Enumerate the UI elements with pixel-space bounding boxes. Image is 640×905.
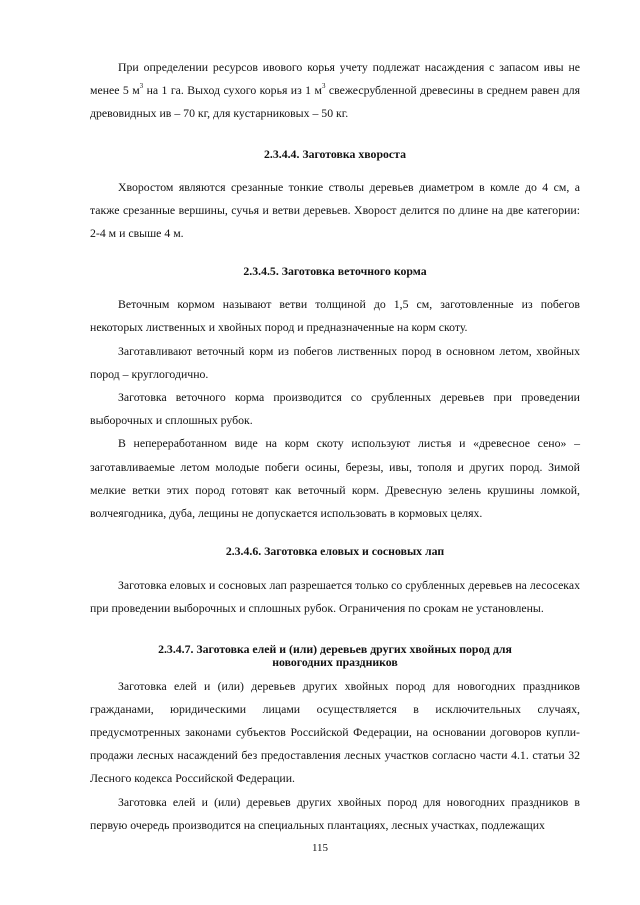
paragraph-twig-fodder-2: Заготавливают веточный корм из побегов лиственных пород в основном летом, хвойных пород – круглогодично. — [90, 343, 580, 381]
paragraph-willow-bark — [90, 56, 580, 126]
text-fragment: свежесрубленной древесины в среднем равен для древовидных ив – 70 кг, для кустарниковых – 50 кг. — [90, 83, 581, 121]
section-heading-brushwood: 2.3.4.4. Заготовка хвороста — [264, 146, 406, 161]
heading-line-1: 2.3.4.7. Заготовка елей и (или) деревьев других хвойных пород для — [158, 641, 512, 656]
paragraph-twig-fodder-3: Заготовка веточного корма производится со срубленных деревьев при проведении выборочных и сплошных рубок. — [90, 390, 580, 428]
superscript: 3 — [321, 82, 326, 91]
section-heading-twig-fodder: 2.3.4.5. Заготовка веточного корма — [243, 264, 427, 279]
paragraph-new-year-trees-2: Заготовка елей и (или) деревьев других хвойных пород для новогодних праздников в первую очередь производится на специальных плантациях, лесных участках, подлежащих — [90, 794, 580, 832]
section-heading-spruce-pine-branches: 2.3.4.6. Заготовка еловых и сосновых лап — [225, 544, 445, 559]
page-number: 115 — [311, 842, 329, 854]
heading-line-2: новогодних праздников — [272, 654, 398, 669]
text-fragment: на 1 га. Выход сухого корья из 1 м — [143, 83, 322, 98]
paragraph-new-year-trees-1: Заготовка елей и (или) деревьев других хвойных пород для новогодних праздников гражданами, юридическими лицами осуществляется в исключительных случаях, предусмотренных законами субъектов Российской Федерации, на основании договоров купли-продажи лесных насаждений без предоставления лесных участков согласно части 4.1. статьи 32 Лесного кодекса Российской Федерации. — [90, 678, 580, 786]
document-page — [90, 56, 580, 837]
paragraph-twig-fodder-1: Веточным кормом называют ветви толщиной до 1,5 см, заготовленные из побегов некоторых лиственных и хвойных пород и предназначенные на корм скоту. — [90, 297, 580, 335]
text-fragment: При определении ресурсов ивового корья учету подлежат насаждения с запасом ивы не менее 5 м — [90, 60, 580, 98]
paragraph-spruce-pine-branches: Заготовка еловых и сосновых лап разрешается только со срубленных деревьев на лесосеках при проведении выборочных и сплошных рубок. Ограничения по срокам не установлены. — [90, 578, 580, 616]
superscript: 3 — [139, 82, 144, 91]
paragraph-twig-fodder-4: В непереработанном виде на корм скоту используют листья и «древесное сено» – заготавливаемые летом молодые побеги осины, березы, ивы, тополя и других пород. Зимой мелкие ветки этих пород готовят как веточный корм. Древесную зелень крушины ломкой, волчеягодника, дуба, лещины не допускается использовать в кормовых целях. — [90, 436, 580, 521]
section-heading-new-year-trees — [90, 643, 580, 669]
paragraph-brushwood: Хворостом являются срезанные тонкие стволы деревьев диаметром в комле до 4 см, а также срезанные вершины, сучья и ветви деревьев. Хворост делится по длине на две категории: 2-4 м и свыше 4 м. — [90, 179, 580, 241]
